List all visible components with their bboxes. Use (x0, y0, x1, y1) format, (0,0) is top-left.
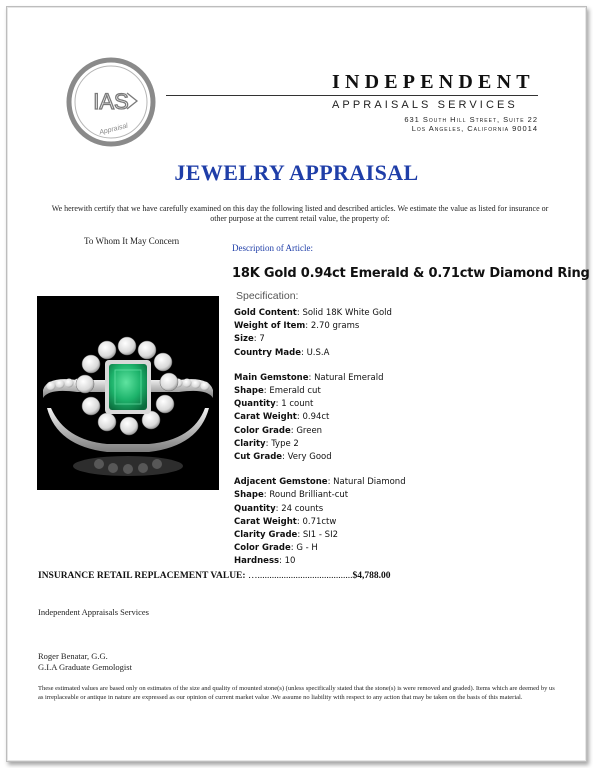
owner-name: To Whom It May Concern (84, 236, 180, 246)
spec-row: Clarity Grade: SI1 - SI2 (234, 530, 338, 541)
spec-row: Shape: Round Brilliant-cut (234, 490, 349, 501)
address-line-2: Los Angeles, California 90014 (411, 124, 538, 133)
logo-ring-text: Appraisal (98, 122, 129, 137)
spec-group-metal (234, 307, 406, 360)
spec-row: Cut Grade: Very Good (234, 452, 332, 463)
spec-group-adjacent-gemstone (234, 476, 406, 568)
company-subtitle: APPRAISALS SERVICES (332, 99, 518, 111)
spec-row: Color Grade: G - H (234, 543, 318, 554)
spec-row: Carat Weight: 0.94ct (234, 412, 330, 423)
description-label: Description of Article: (232, 243, 313, 253)
spec-group-main-gemstone (234, 372, 406, 464)
address-line-1: 631 South Hill Street, Suite 22 (404, 115, 538, 124)
certify-text: We herewith certify that we have carefully examined on this day the following listed and described articles. We estimate the value as listed for insurance or other purpose at the current retail value, the property of: (51, 204, 549, 223)
company-name: INDEPENDENT (332, 71, 535, 93)
insurance-dots: …........................................ (247, 571, 353, 581)
spec-row: Size: 7 (234, 334, 265, 345)
spec-row: Main Gemstone: Natural Emerald (234, 372, 384, 383)
spec-row: Gold Content: Solid 18K White Gold (234, 308, 392, 318)
signer-name: Roger Benatar, G.G. (38, 651, 108, 661)
insurance-value: $4,788.00 (352, 571, 391, 581)
footer-company: Independent Appraisals Services (38, 607, 149, 617)
item-title: 18K Gold 0.94ct Emerald & 0.71ctw Diamond Ring (232, 266, 590, 281)
ring-photo (37, 296, 219, 490)
ias-logo-icon (66, 57, 156, 147)
insurance-value-line (38, 571, 390, 581)
spec-row: Carat Weight: 0.71ctw (234, 516, 337, 527)
spec-row: Adjacent Gemstone: Natural Diamond (234, 477, 406, 488)
specifications-list (234, 307, 406, 581)
spec-row: Clarity: Type 2 (234, 438, 299, 449)
document-title: JEWELRY APPRAISAL (174, 160, 419, 185)
specification-label: Specification: (236, 290, 299, 302)
logo-mark-text: IAS (93, 89, 129, 114)
spec-row: Weight of Item: 2.70 grams (234, 321, 360, 332)
spec-row: Shape: Emerald cut (234, 386, 321, 397)
spec-row: Country Made: U.S.A (234, 347, 330, 358)
header-rule (166, 95, 538, 96)
spec-row: Hardness: 10 (234, 556, 296, 567)
spec-row: Color Grade: Green (234, 425, 323, 436)
insurance-label: INSURANCE RETAIL REPLACEMENT VALUE: (38, 571, 246, 581)
disclaimer-text: These estimated values are based only on estimates of the size and quality of mounted stone(s) (unless specifically stated that the stone(s) is were removed and graded). Items which are deemed by us as irreplaceable or antique in nature are expressed as our opinion of current market value .We assume no liability with respect to any action that may be taken on the basis of this material. (38, 685, 555, 702)
spec-row: Quantity: 24 counts (234, 503, 324, 514)
spec-row: Quantity: 1 count (234, 399, 314, 410)
signer-title: G.I.A Graduate Gemologist (38, 662, 132, 672)
